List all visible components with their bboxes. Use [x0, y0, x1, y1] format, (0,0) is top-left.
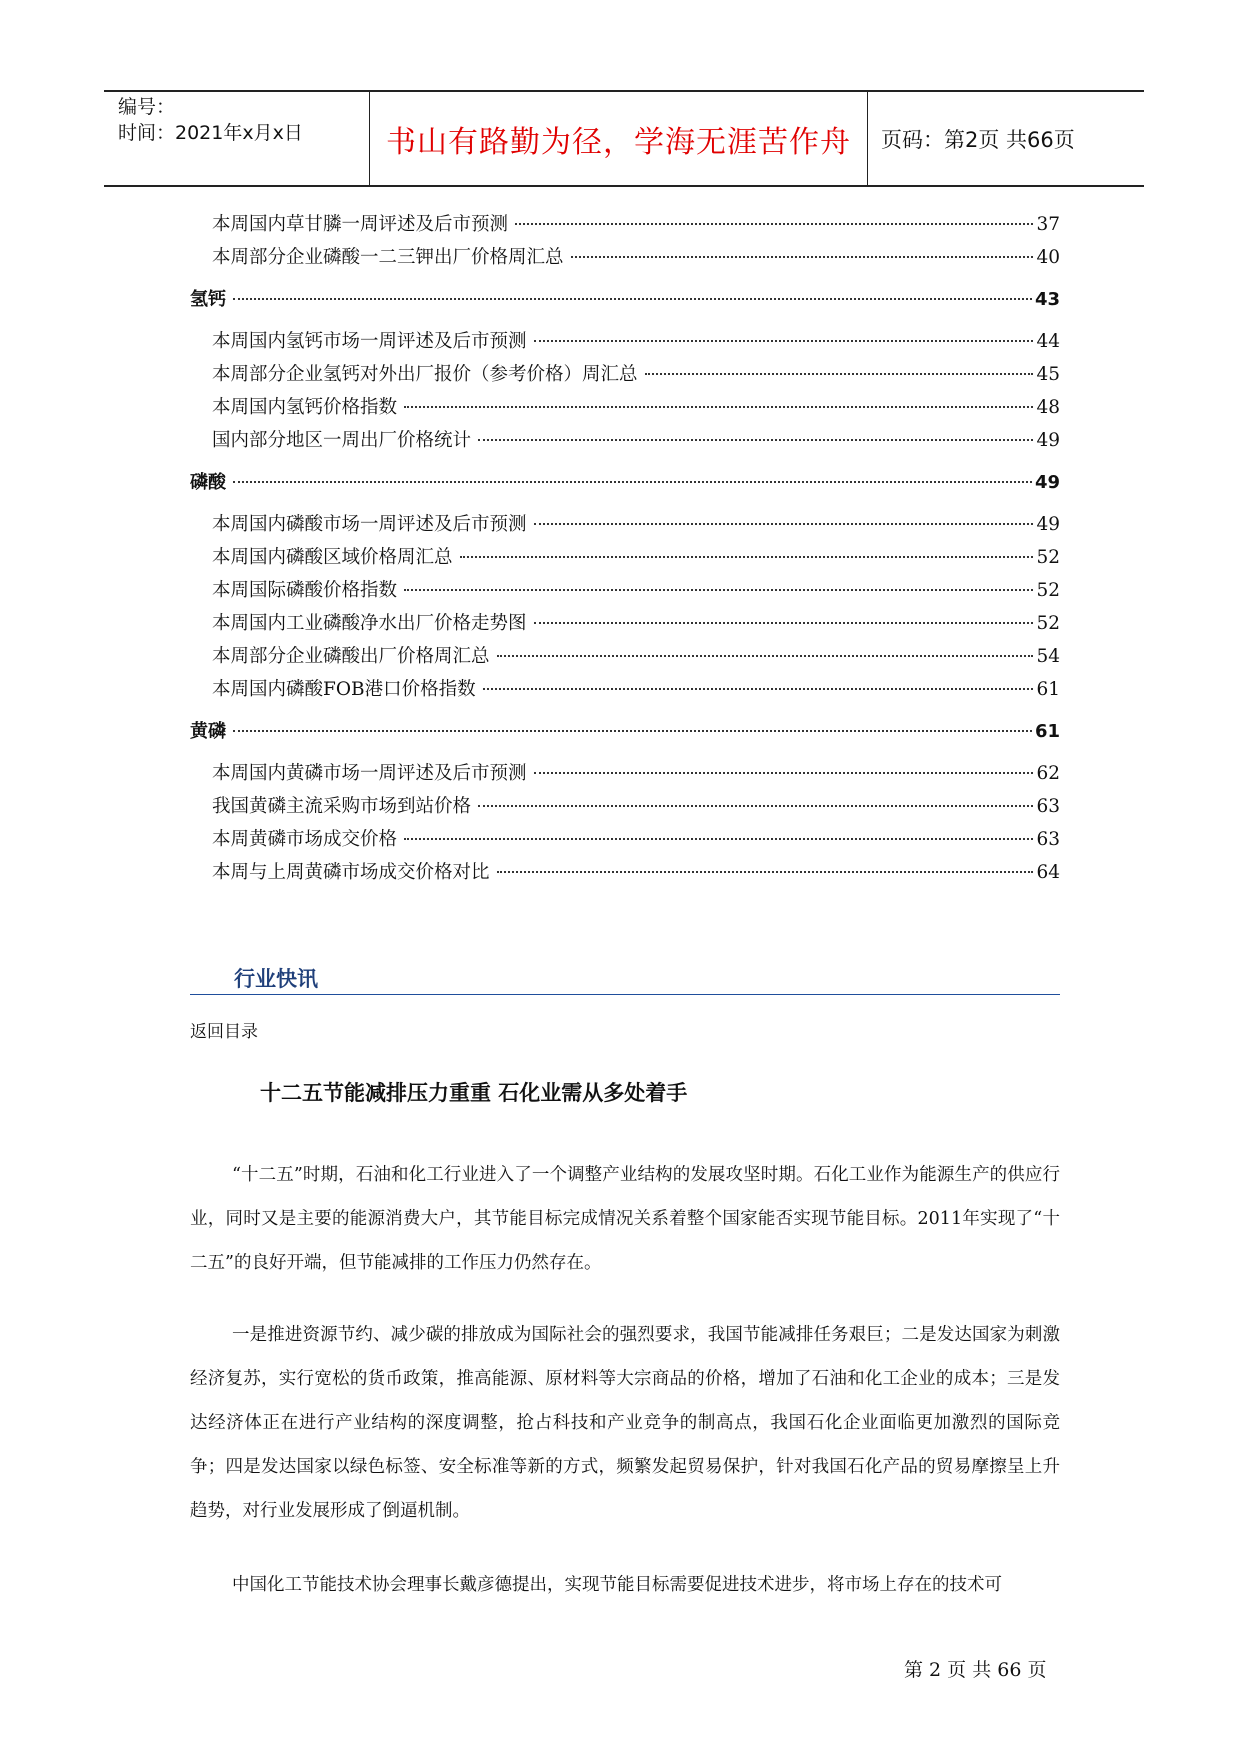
toc-entry-page: 40: [1036, 247, 1060, 268]
toc-entry[interactable]: [190, 825, 1060, 858]
toc-dot-leader: [534, 523, 1034, 525]
toc-entry-title: 本周部分企业磷酸一二三钾出厂价格周汇总: [212, 247, 564, 268]
toc-entry-title: 本周国内磷酸FOB港口价格指数: [212, 679, 476, 700]
page-footer: 第 2 页 共 66 页: [904, 1659, 1047, 1681]
toc-entry-title: 本周国际磷酸价格指数: [212, 580, 398, 601]
toc-entry-page: 52: [1036, 547, 1060, 568]
header-page-info: 页码：第2页 共66页: [881, 127, 1075, 152]
toc-dot-leader: [404, 406, 1033, 408]
toc-entry-title: 国内部分地区一周出厂价格统计: [212, 430, 472, 451]
toc-entry-page: 61: [1034, 721, 1060, 742]
toc-entry-page: 45: [1036, 364, 1060, 385]
toc-entry-page: 49: [1034, 472, 1060, 493]
toc-entry[interactable]: [190, 792, 1060, 825]
toc-entry-page: 63: [1036, 796, 1060, 817]
toc-dot-leader: [233, 481, 1032, 483]
table-of-contents: [190, 210, 1060, 891]
toc-entry[interactable]: [190, 759, 1060, 792]
toc-entry-page: 64: [1036, 862, 1060, 883]
toc-entry-title: 本周国内氢钙市场一周评述及后市预测: [212, 331, 527, 352]
toc-entry[interactable]: [190, 510, 1060, 543]
toc-dot-leader: [478, 805, 1033, 807]
section-heading: 行业快讯: [234, 967, 318, 991]
section-heading-bar: [190, 963, 1060, 995]
toc-dot-leader: [404, 838, 1033, 840]
toc-entry-page: 48: [1036, 397, 1060, 418]
toc-entry[interactable]: [190, 858, 1060, 891]
toc-entry-page: 49: [1036, 514, 1060, 535]
toc-entry-page: 37: [1036, 214, 1060, 235]
article-paragraph: 中国化工节能技术协会理事长戴彦德提出，实现节能目标需要促进技术进步，将市场上存在的技术可: [232, 1575, 1002, 1595]
toc-entry-title: 本周国内氢钙价格指数: [212, 397, 398, 418]
toc-entry-title: 氢钙: [190, 289, 226, 310]
toc-dot-leader: [478, 439, 1033, 441]
toc-entry[interactable]: [190, 360, 1060, 393]
toc-entry-title: 本周国内草甘膦一周评述及后市预测: [212, 214, 509, 235]
header-middle-cell: [370, 92, 868, 185]
article-title: 十二五节能减排压力重重 石化业需从多处着手: [260, 1081, 688, 1105]
header-left-cell: [104, 92, 370, 185]
toc-entry-title: 本周黄磷市场成交价格: [212, 829, 398, 850]
toc-entry-title: 本周与上周黄磷市场成交价格对比: [212, 862, 490, 883]
toc-entry-title: 本周部分企业氢钙对外出厂报价（参考价格）周汇总: [212, 364, 638, 385]
toc-section-entry[interactable]: [190, 285, 1060, 318]
toc-entry[interactable]: [190, 327, 1060, 360]
toc-entry-title: 本周国内工业磷酸净水出厂价格走势图: [212, 613, 527, 634]
toc-dot-leader: [497, 655, 1034, 657]
article-paragraph: “十二五”时期，石油和化工行业进入了一个调整产业结构的发展攻坚时期。石化工业作为能源生产的供应行业，同时又是主要的能源消费大户，其节能目标完成情况关系着整个国家能否实现节能目标。2011年实现了“十二五”的良好开端，但节能减排的工作压力仍然存在。: [190, 1165, 1060, 1273]
toc-entry-page: 49: [1036, 430, 1060, 451]
toc-entry-title: 本周国内磷酸区域价格周汇总: [212, 547, 453, 568]
toc-entry[interactable]: [190, 609, 1060, 642]
toc-entry-title: 本周国内磷酸市场一周评述及后市预测: [212, 514, 527, 535]
toc-dot-leader: [497, 871, 1034, 873]
toc-entry[interactable]: [190, 642, 1060, 675]
toc-entry-page: 52: [1036, 580, 1060, 601]
toc-entry[interactable]: [190, 426, 1060, 459]
toc-dot-leader: [534, 772, 1034, 774]
toc-entry[interactable]: [190, 210, 1060, 243]
article-paragraph: 一是推进资源节约、减少碳的排放成为国际社会的强烈要求，我国节能减排任务艰巨；二是发达国家为刺激经济复苏，实行宽松的货币政策，推高能源、原材料等大宗商品的价格，增加了石油和化工企业的成本；三是发达经济体正在进行产业结构的深度调整，抢占科技和产业竞争的制高点，我国石化企业面临更加激烈的国际竞争；四是发达国家以绿色标签、安全标准等新的方式，频繁发起贸易保护，针对我国石化产品的贸易摩擦呈上升趋势，对行业发展形成了倒逼机制。: [190, 1325, 1060, 1521]
toc-entry-title: 本周部分企业磷酸出厂价格周汇总: [212, 646, 490, 667]
toc-entry-page: 62: [1036, 763, 1060, 784]
back-to-toc-link[interactable]: 返回目录: [190, 1022, 258, 1042]
toc-entry[interactable]: [190, 243, 1060, 276]
toc-entry-page: 43: [1034, 289, 1060, 310]
toc-dot-leader: [571, 256, 1034, 258]
toc-entry[interactable]: [190, 675, 1060, 708]
toc-section-entry[interactable]: [190, 717, 1060, 750]
toc-entry[interactable]: [190, 543, 1060, 576]
toc-entry[interactable]: [190, 393, 1060, 426]
toc-dot-leader: [515, 223, 1033, 225]
toc-entry-page: 63: [1036, 829, 1060, 850]
page-header: [104, 90, 1144, 187]
toc-dot-leader: [233, 730, 1032, 732]
toc-dot-leader: [645, 373, 1034, 375]
toc-section-entry[interactable]: [190, 468, 1060, 501]
document-number-label: 编号：: [118, 96, 176, 118]
toc-entry[interactable]: [190, 576, 1060, 609]
document-time-label: 时间：2021年x月x日: [118, 122, 303, 144]
header-motto: 书山有路勤为径，学海无涯苦作舟: [386, 124, 851, 160]
toc-entry-page: 61: [1036, 679, 1060, 700]
header-right-cell: [869, 92, 1144, 185]
toc-dot-leader: [233, 298, 1032, 300]
toc-dot-leader: [534, 340, 1034, 342]
toc-dot-leader: [460, 556, 1034, 558]
toc-entry-title: 本周国内黄磷市场一周评述及后市预测: [212, 763, 527, 784]
toc-dot-leader: [534, 622, 1034, 624]
toc-entry-page: 52: [1036, 613, 1060, 634]
toc-entry-title: 磷酸: [190, 472, 226, 493]
toc-entry-title: 我国黄磷主流采购市场到站价格: [212, 796, 472, 817]
toc-dot-leader: [404, 589, 1033, 591]
toc-entry-title: 黄磷: [190, 721, 226, 742]
toc-dot-leader: [483, 688, 1034, 690]
toc-entry-page: 44: [1036, 331, 1060, 352]
toc-entry-page: 54: [1036, 646, 1060, 667]
